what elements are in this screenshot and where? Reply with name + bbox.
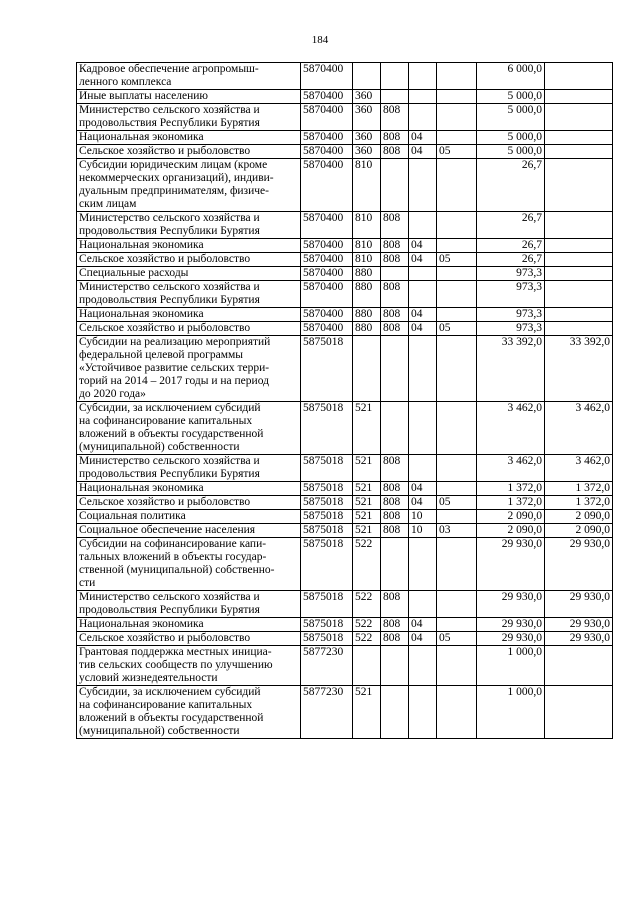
target-article-code: 5875018 bbox=[301, 336, 353, 402]
section-code bbox=[409, 646, 437, 686]
item-name: Сельское хозяйство и рыболовство bbox=[77, 322, 301, 336]
table-row bbox=[77, 496, 613, 510]
amount-federal: 29 930,0 bbox=[545, 538, 613, 591]
expense-type-code: 522 bbox=[353, 618, 381, 632]
ministry-code: 808 bbox=[381, 239, 409, 253]
subsection-code bbox=[437, 104, 477, 131]
ministry-code: 808 bbox=[381, 496, 409, 510]
target-article-code: 5870400 bbox=[301, 253, 353, 267]
target-article-code: 5875018 bbox=[301, 591, 353, 618]
item-name: Специальные расходы bbox=[77, 267, 301, 281]
amount-federal: 1 372,0 bbox=[545, 496, 613, 510]
expense-type-code: 810 bbox=[353, 212, 381, 239]
target-article-code: 5870400 bbox=[301, 308, 353, 322]
expense-type-code: 521 bbox=[353, 402, 381, 455]
item-name: Грантовая поддержка местных инициа- тив сельских сообществ по улучшению условий жизнедеятельности bbox=[77, 646, 301, 686]
table-row bbox=[77, 455, 613, 482]
ministry-code bbox=[381, 646, 409, 686]
section-code: 04 bbox=[409, 308, 437, 322]
table-row bbox=[77, 104, 613, 131]
item-name: Субсидии на реализацию мероприятий федеральной целевой программы «Устойчивое развитие сельских терри- торий на 2014 – 2017 годы и на период до 2020 года» bbox=[77, 336, 301, 402]
subsection-code: 05 bbox=[437, 145, 477, 159]
amount-total: 1 372,0 bbox=[477, 496, 545, 510]
subsection-code bbox=[437, 239, 477, 253]
table-row bbox=[77, 63, 613, 90]
item-name: Министерство сельского хозяйства и продовольствия Республики Бурятия bbox=[77, 104, 301, 131]
target-article-code: 5875018 bbox=[301, 482, 353, 496]
table-row bbox=[77, 686, 613, 739]
target-article-code: 5875018 bbox=[301, 538, 353, 591]
amount-federal bbox=[545, 267, 613, 281]
section-code bbox=[409, 267, 437, 281]
target-article-code: 5870400 bbox=[301, 267, 353, 281]
section-code bbox=[409, 455, 437, 482]
amount-federal bbox=[545, 239, 613, 253]
expense-type-code: 880 bbox=[353, 281, 381, 308]
ministry-code bbox=[381, 63, 409, 90]
subsection-code: 05 bbox=[437, 632, 477, 646]
expense-type-code: 810 bbox=[353, 239, 381, 253]
section-code: 04 bbox=[409, 632, 437, 646]
section-code: 04 bbox=[409, 239, 437, 253]
table-row bbox=[77, 632, 613, 646]
amount-federal bbox=[545, 646, 613, 686]
table-row bbox=[77, 482, 613, 496]
subsection-code bbox=[437, 308, 477, 322]
section-code bbox=[409, 591, 437, 618]
section-code: 04 bbox=[409, 496, 437, 510]
table-row bbox=[77, 145, 613, 159]
amount-federal: 3 462,0 bbox=[545, 402, 613, 455]
section-code bbox=[409, 402, 437, 455]
ministry-code: 808 bbox=[381, 145, 409, 159]
expense-type-code: 521 bbox=[353, 482, 381, 496]
expense-type-code: 521 bbox=[353, 524, 381, 538]
section-code bbox=[409, 63, 437, 90]
subsection-code: 05 bbox=[437, 322, 477, 336]
item-name: Социальное обеспечение населения bbox=[77, 524, 301, 538]
target-article-code: 5875018 bbox=[301, 496, 353, 510]
table-row bbox=[77, 131, 613, 145]
amount-federal bbox=[545, 253, 613, 267]
amount-total: 2 090,0 bbox=[477, 510, 545, 524]
amount-federal: 2 090,0 bbox=[545, 510, 613, 524]
amount-total: 29 930,0 bbox=[477, 618, 545, 632]
target-article-code: 5870400 bbox=[301, 281, 353, 308]
table-row bbox=[77, 524, 613, 538]
item-name: Сельское хозяйство и рыболовство bbox=[77, 632, 301, 646]
expense-type-code bbox=[353, 336, 381, 402]
item-name: Сельское хозяйство и рыболовство bbox=[77, 145, 301, 159]
budget-table-body bbox=[77, 63, 613, 739]
target-article-code: 5870400 bbox=[301, 131, 353, 145]
item-name: Сельское хозяйство и рыболовство bbox=[77, 496, 301, 510]
target-article-code: 5870400 bbox=[301, 90, 353, 104]
section-code: 04 bbox=[409, 145, 437, 159]
subsection-code bbox=[437, 159, 477, 212]
subsection-code bbox=[437, 90, 477, 104]
amount-federal: 29 930,0 bbox=[545, 618, 613, 632]
section-code bbox=[409, 281, 437, 308]
amount-federal: 29 930,0 bbox=[545, 591, 613, 618]
ministry-code: 808 bbox=[381, 308, 409, 322]
subsection-code bbox=[437, 336, 477, 402]
table-row bbox=[77, 253, 613, 267]
target-article-code: 5875018 bbox=[301, 402, 353, 455]
table-row bbox=[77, 267, 613, 281]
amount-federal bbox=[545, 281, 613, 308]
ministry-code bbox=[381, 267, 409, 281]
target-article-code: 5870400 bbox=[301, 239, 353, 253]
item-name: Национальная экономика bbox=[77, 618, 301, 632]
expense-type-code: 880 bbox=[353, 308, 381, 322]
amount-federal: 2 090,0 bbox=[545, 524, 613, 538]
section-code: 04 bbox=[409, 131, 437, 145]
item-name: Субсидии юридическим лицам (кроме некоммерческих организаций), индиви- дуальным предпринимателям, физиче- ским лицам bbox=[77, 159, 301, 212]
section-code: 04 bbox=[409, 482, 437, 496]
amount-total: 5 000,0 bbox=[477, 145, 545, 159]
page-number: 184 bbox=[311, 34, 329, 46]
ministry-code: 808 bbox=[381, 212, 409, 239]
table-row bbox=[77, 322, 613, 336]
subsection-code bbox=[437, 510, 477, 524]
subsection-code: 05 bbox=[437, 253, 477, 267]
amount-total: 26,7 bbox=[477, 253, 545, 267]
amount-federal: 1 372,0 bbox=[545, 482, 613, 496]
amount-total: 5 000,0 bbox=[477, 131, 545, 145]
expense-type-code: 880 bbox=[353, 267, 381, 281]
item-name: Сельское хозяйство и рыболовство bbox=[77, 253, 301, 267]
ministry-code: 808 bbox=[381, 618, 409, 632]
target-article-code: 5877230 bbox=[301, 686, 353, 739]
table-row bbox=[77, 239, 613, 253]
table-row bbox=[77, 538, 613, 591]
target-article-code: 5870400 bbox=[301, 322, 353, 336]
amount-federal bbox=[545, 686, 613, 739]
table-row bbox=[77, 159, 613, 212]
subsection-code bbox=[437, 686, 477, 739]
amount-total: 26,7 bbox=[477, 159, 545, 212]
amount-federal: 3 462,0 bbox=[545, 455, 613, 482]
target-article-code: 5870400 bbox=[301, 159, 353, 212]
amount-total: 3 462,0 bbox=[477, 455, 545, 482]
item-name: Министерство сельского хозяйства и продовольствия Республики Бурятия bbox=[77, 212, 301, 239]
amount-total: 5 000,0 bbox=[477, 90, 545, 104]
amount-total: 26,7 bbox=[477, 239, 545, 253]
expense-type-code: 521 bbox=[353, 455, 381, 482]
target-article-code: 5870400 bbox=[301, 145, 353, 159]
amount-total: 33 392,0 bbox=[477, 336, 545, 402]
ministry-code bbox=[381, 90, 409, 104]
amount-federal: 29 930,0 bbox=[545, 632, 613, 646]
subsection-code bbox=[437, 455, 477, 482]
amount-total: 6 000,0 bbox=[477, 63, 545, 90]
table-row bbox=[77, 336, 613, 402]
subsection-code: 03 bbox=[437, 524, 477, 538]
amount-total: 29 930,0 bbox=[477, 538, 545, 591]
amount-federal bbox=[545, 63, 613, 90]
section-code bbox=[409, 212, 437, 239]
amount-total: 29 930,0 bbox=[477, 632, 545, 646]
target-article-code: 5870400 bbox=[301, 63, 353, 90]
expense-type-code bbox=[353, 63, 381, 90]
subsection-code bbox=[437, 402, 477, 455]
ministry-code: 808 bbox=[381, 281, 409, 308]
target-article-code: 5875018 bbox=[301, 618, 353, 632]
target-article-code: 5875018 bbox=[301, 524, 353, 538]
amount-federal: 33 392,0 bbox=[545, 336, 613, 402]
section-code: 04 bbox=[409, 322, 437, 336]
section-code bbox=[409, 159, 437, 212]
target-article-code: 5877230 bbox=[301, 646, 353, 686]
subsection-code bbox=[437, 618, 477, 632]
subsection-code: 05 bbox=[437, 496, 477, 510]
table-row bbox=[77, 402, 613, 455]
amount-federal bbox=[545, 322, 613, 336]
amount-total: 29 930,0 bbox=[477, 591, 545, 618]
item-name: Национальная экономика bbox=[77, 131, 301, 145]
ministry-code: 808 bbox=[381, 322, 409, 336]
expense-type-code: 522 bbox=[353, 538, 381, 591]
target-article-code: 5875018 bbox=[301, 455, 353, 482]
table-row bbox=[77, 308, 613, 322]
target-article-code: 5870400 bbox=[301, 212, 353, 239]
ministry-code: 808 bbox=[381, 591, 409, 618]
amount-total: 973,3 bbox=[477, 267, 545, 281]
amount-federal bbox=[545, 90, 613, 104]
section-code: 04 bbox=[409, 253, 437, 267]
table-row bbox=[77, 281, 613, 308]
amount-federal bbox=[545, 308, 613, 322]
section-code: 10 bbox=[409, 510, 437, 524]
amount-federal bbox=[545, 212, 613, 239]
subsection-code bbox=[437, 538, 477, 591]
item-name: Кадровое обеспечение агропромыш- ленного комплекса bbox=[77, 63, 301, 90]
budget-table bbox=[76, 62, 613, 739]
ministry-code: 808 bbox=[381, 253, 409, 267]
expense-type-code: 360 bbox=[353, 104, 381, 131]
subsection-code bbox=[437, 646, 477, 686]
amount-federal bbox=[545, 145, 613, 159]
amount-federal bbox=[545, 131, 613, 145]
expense-type-code: 880 bbox=[353, 322, 381, 336]
amount-federal bbox=[545, 159, 613, 212]
ministry-code: 808 bbox=[381, 104, 409, 131]
expense-type-code: 521 bbox=[353, 510, 381, 524]
amount-total: 1 372,0 bbox=[477, 482, 545, 496]
section-code bbox=[409, 90, 437, 104]
expense-type-code: 810 bbox=[353, 253, 381, 267]
subsection-code bbox=[437, 281, 477, 308]
amount-federal bbox=[545, 104, 613, 131]
target-article-code: 5870400 bbox=[301, 104, 353, 131]
subsection-code bbox=[437, 131, 477, 145]
target-article-code: 5875018 bbox=[301, 510, 353, 524]
item-name: Субсидии на софинансирование капи- тальных вложений в объекты государ- ственной (муниципальной) собственно- сти bbox=[77, 538, 301, 591]
ministry-code: 808 bbox=[381, 482, 409, 496]
amount-total: 1 000,0 bbox=[477, 646, 545, 686]
item-name: Министерство сельского хозяйства и продовольствия Республики Бурятия bbox=[77, 281, 301, 308]
amount-total: 5 000,0 bbox=[477, 104, 545, 131]
subsection-code bbox=[437, 212, 477, 239]
expense-type-code bbox=[353, 646, 381, 686]
subsection-code bbox=[437, 63, 477, 90]
target-article-code: 5875018 bbox=[301, 632, 353, 646]
ministry-code: 808 bbox=[381, 455, 409, 482]
amount-total: 973,3 bbox=[477, 281, 545, 308]
ministry-code: 808 bbox=[381, 510, 409, 524]
item-name: Министерство сельского хозяйства и продовольствия Республики Бурятия bbox=[77, 591, 301, 618]
item-name: Национальная экономика bbox=[77, 239, 301, 253]
section-code: 10 bbox=[409, 524, 437, 538]
ministry-code: 808 bbox=[381, 524, 409, 538]
table-row bbox=[77, 510, 613, 524]
ministry-code bbox=[381, 159, 409, 212]
item-name: Субсидии, за исключением субсидий на софинансирование капитальных вложений в объекты государственной (муниципальной) собственности bbox=[77, 402, 301, 455]
ministry-code bbox=[381, 336, 409, 402]
amount-total: 973,3 bbox=[477, 308, 545, 322]
ministry-code bbox=[381, 538, 409, 591]
subsection-code bbox=[437, 267, 477, 281]
amount-total: 1 000,0 bbox=[477, 686, 545, 739]
section-code: 04 bbox=[409, 618, 437, 632]
expense-type-code: 521 bbox=[353, 686, 381, 739]
table-row bbox=[77, 212, 613, 239]
item-name: Национальная экономика bbox=[77, 308, 301, 322]
table-row bbox=[77, 90, 613, 104]
section-code bbox=[409, 538, 437, 591]
amount-total: 973,3 bbox=[477, 322, 545, 336]
section-code bbox=[409, 104, 437, 131]
ministry-code bbox=[381, 686, 409, 739]
amount-total: 26,7 bbox=[477, 212, 545, 239]
item-name: Иные выплаты населению bbox=[77, 90, 301, 104]
table-row bbox=[77, 646, 613, 686]
expense-type-code: 360 bbox=[353, 145, 381, 159]
table-row bbox=[77, 618, 613, 632]
expense-type-code: 360 bbox=[353, 90, 381, 104]
section-code bbox=[409, 686, 437, 739]
ministry-code: 808 bbox=[381, 131, 409, 145]
section-code bbox=[409, 336, 437, 402]
expense-type-code: 521 bbox=[353, 496, 381, 510]
item-name: Субсидии, за исключением субсидий на софинансирование капитальных вложений в объекты государственной (муниципальной) собственности bbox=[77, 686, 301, 739]
item-name: Национальная экономика bbox=[77, 482, 301, 496]
item-name: Социальная политика bbox=[77, 510, 301, 524]
item-name: Министерство сельского хозяйства и продовольствия Республики Бурятия bbox=[77, 455, 301, 482]
ministry-code bbox=[381, 402, 409, 455]
subsection-code bbox=[437, 591, 477, 618]
expense-type-code: 522 bbox=[353, 591, 381, 618]
expense-type-code: 522 bbox=[353, 632, 381, 646]
ministry-code: 808 bbox=[381, 632, 409, 646]
subsection-code bbox=[437, 482, 477, 496]
amount-total: 2 090,0 bbox=[477, 524, 545, 538]
table-row bbox=[77, 591, 613, 618]
amount-total: 3 462,0 bbox=[477, 402, 545, 455]
expense-type-code: 360 bbox=[353, 131, 381, 145]
expense-type-code: 810 bbox=[353, 159, 381, 212]
